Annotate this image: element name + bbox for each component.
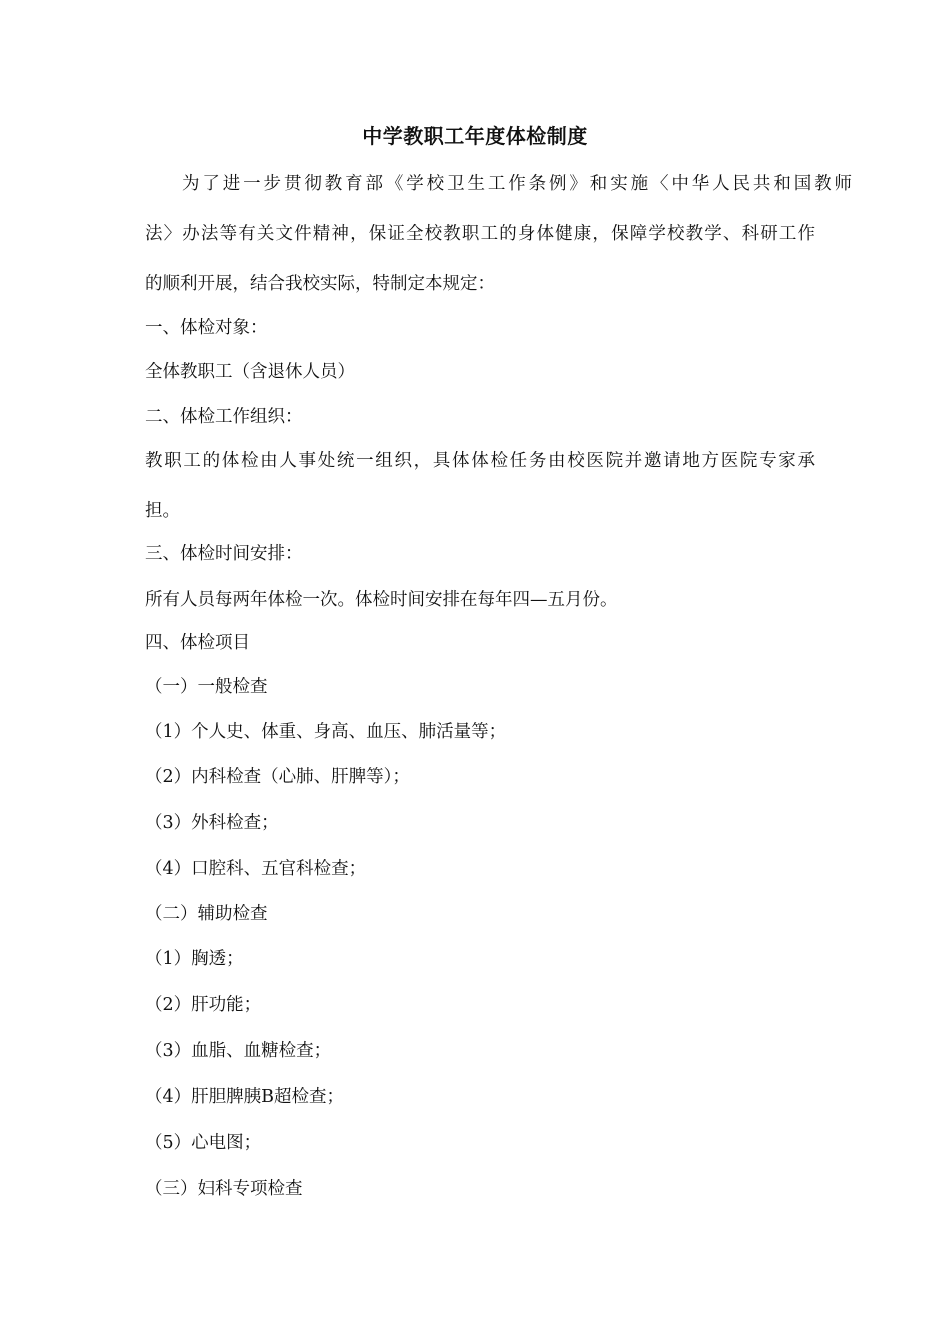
section-1-text: 全体教职工（含退休人员） [145,362,355,382]
auxiliary-exam-item: （1）胸透； [145,949,244,969]
auxiliary-exam-item: （5）心电图； [145,1133,262,1153]
section-2-heading: 二、体检工作组织： [145,407,303,427]
auxiliary-exam-item: （2）肝功能； [145,995,262,1015]
document-title: 中学教职工年度体检制度 [362,124,588,148]
section-2-text-line-1: 教职工的体检由人事处统一组织，具体体检任务由校医院并邀请地方医院专家承 [145,451,815,471]
gynecology-exam-heading: （三）妇科专项检查 [145,1179,303,1199]
section-1-heading: 一、体检对象： [145,318,268,338]
general-exam-item: （4）口腔科、五官科检查； [145,859,367,879]
section-4-heading: 四、体检项目 [145,633,250,653]
auxiliary-exam-item: （4）肝胆脾胰B超检查； [145,1087,344,1107]
section-3-heading: 三、体检时间安排： [145,544,303,564]
general-exam-item: （3）外科检查； [145,813,279,833]
general-exam-item: （1）个人史、体重、身高、血压、肺活量等； [145,722,507,742]
intro-line-2: 法〉办法等有关文件精神，保证全校教职工的身体健康，保障学校教学、科研工作 [145,224,815,244]
section-2-text-line-2: 担。 [145,501,180,521]
general-exam-heading: （一）一般检查 [145,677,268,697]
intro-line-3: 的顺利开展，结合我校实际，特制定本规定： [145,274,495,294]
intro-line-1: 为了进一步贯彻教育部《学校卫生工作条例》和实施〈中华人民共和国教师 [182,174,852,194]
section-3-text: 所有人员每两年体检一次。体检时间安排在每年四—五月份。 [145,590,618,610]
auxiliary-exam-item: （3）血脂、血糖检查； [145,1041,332,1061]
general-exam-item: （2）内科检查（心肺、肝脾等）； [145,767,410,787]
auxiliary-exam-heading: （二）辅助检查 [145,904,268,924]
